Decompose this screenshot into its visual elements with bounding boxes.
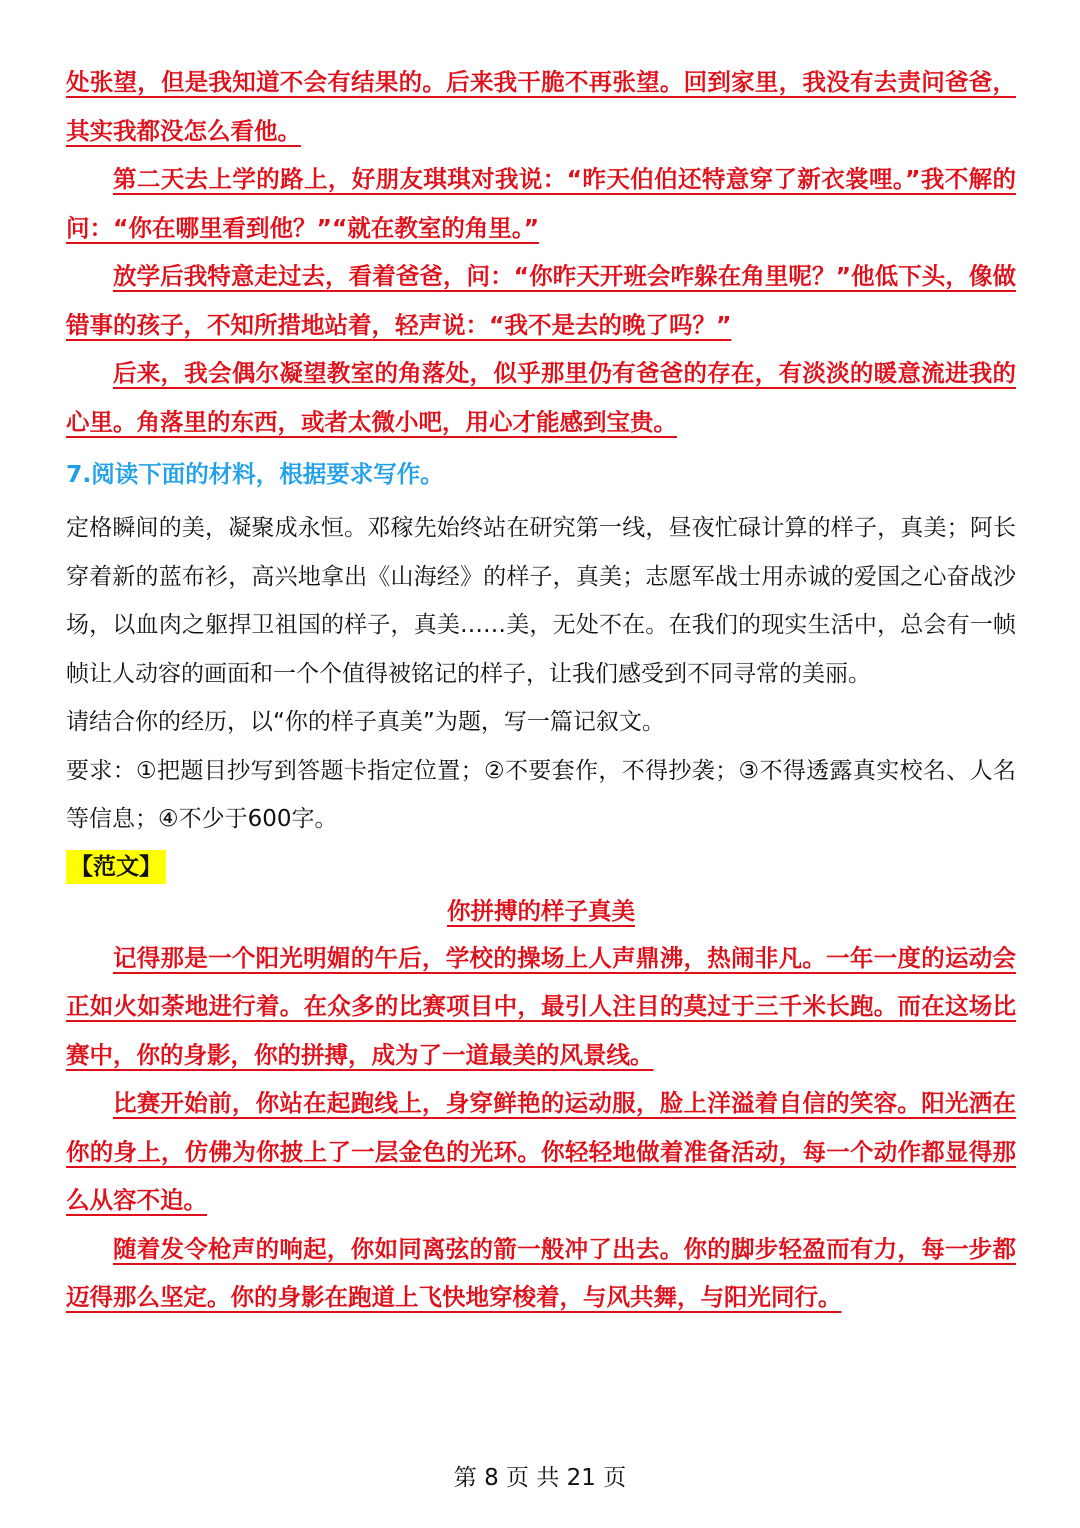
question-instruction: 请结合你的经历，以“你的样子真美”为题，写一篇记叙文。 bbox=[66, 709, 665, 735]
essay-paragraph-1: 记得那是一个阳光明媚的午后，学校的操场上人声鼎沸，热闹非凡。一年一度的运动会正如火如荼地进行着。在众多的比赛项目中，最引人注目的莫过于三千米长跑。而在这场比赛中，你的身影，你的拼搏，成为了一道最美的风景线。 bbox=[66, 943, 1016, 1069]
sample-essay-tag: 【范文】 bbox=[66, 850, 166, 884]
story-paragraph-1: 处张望，但是我知道不会有结果的。后来我干脆不再张望。回到家里，我没有去责问爸爸，其实我都没怎么看他。 bbox=[66, 68, 1016, 145]
story-paragraph-4: 后来，我会偶尔凝望教室的角落处，似乎那里仍有爸爸的存在，有淡淡的暖意流进我的心里。角落里的东西，或者太微小吧，用心才能感到宝贵。 bbox=[66, 359, 1016, 436]
story-paragraph-3: 放学后我特意走过去，看着爸爸，问：“你昨天开班会咋躲在角里呢？”他低下头，像做错事的孩子，不知所措地站着，轻声说：“我不是去的晚了吗？” bbox=[66, 262, 1016, 339]
essay-paragraph-3: 随着发令枪声的响起，你如同离弦的箭一般冲了出去。你的脚步轻盈而有力，每一步都迈得那么坚定。你的身影在跑道上飞快地穿梭着，与风共舞，与阳光同行。 bbox=[66, 1234, 1016, 1311]
essay-paragraph-2: 比赛开始前，你站在起跑线上，身穿鲜艳的运动服，脸上洋溢着自信的笑容。阳光洒在你的身上，仿佛为你披上了一层金色的光环。你轻轻地做着准备活动，每一个动作都显得那么从容不迫。 bbox=[66, 1089, 1016, 1214]
document-page bbox=[66, 58, 1016, 1322]
question-material: 定格瞬间的美，凝聚成永恒。邓稼先始终站在研究第一线，昼夜忙碌计算的样子，真美；阿长穿着新的蓝布衫，高兴地拿出《山海经》的样子，真美；志愿军战士用赤诚的爱国之心奋战沙场，以血肉之躯捍卫祖国的样子，真美……美，无处不在。在我们的现实生活中，总会有一帧帧让人动容的画面和一个个值得被铭记的样子，让我们感受到不同寻常的美丽。 bbox=[66, 515, 1016, 687]
question-title: 7.阅读下面的材料，根据要求写作。 bbox=[66, 460, 444, 488]
page-number: 第 8 页 共 21 页 bbox=[453, 1465, 627, 1491]
story-paragraph-2: 第二天去上学的路上，好朋友琪琪对我说：“昨天伯伯还特意穿了新衣裳哩。”我不解的问：“你在哪里看到他？”“就在教室的角里。” bbox=[66, 165, 1016, 242]
question-requirements: 要求：①把题目抄写到答题卡指定位置；②不要套作，不得抄袭；③不得透露真实校名、人名等信息；④不少于600字。 bbox=[66, 757, 1016, 832]
essay-title: 你拼搏的样子真美 bbox=[447, 896, 635, 925]
